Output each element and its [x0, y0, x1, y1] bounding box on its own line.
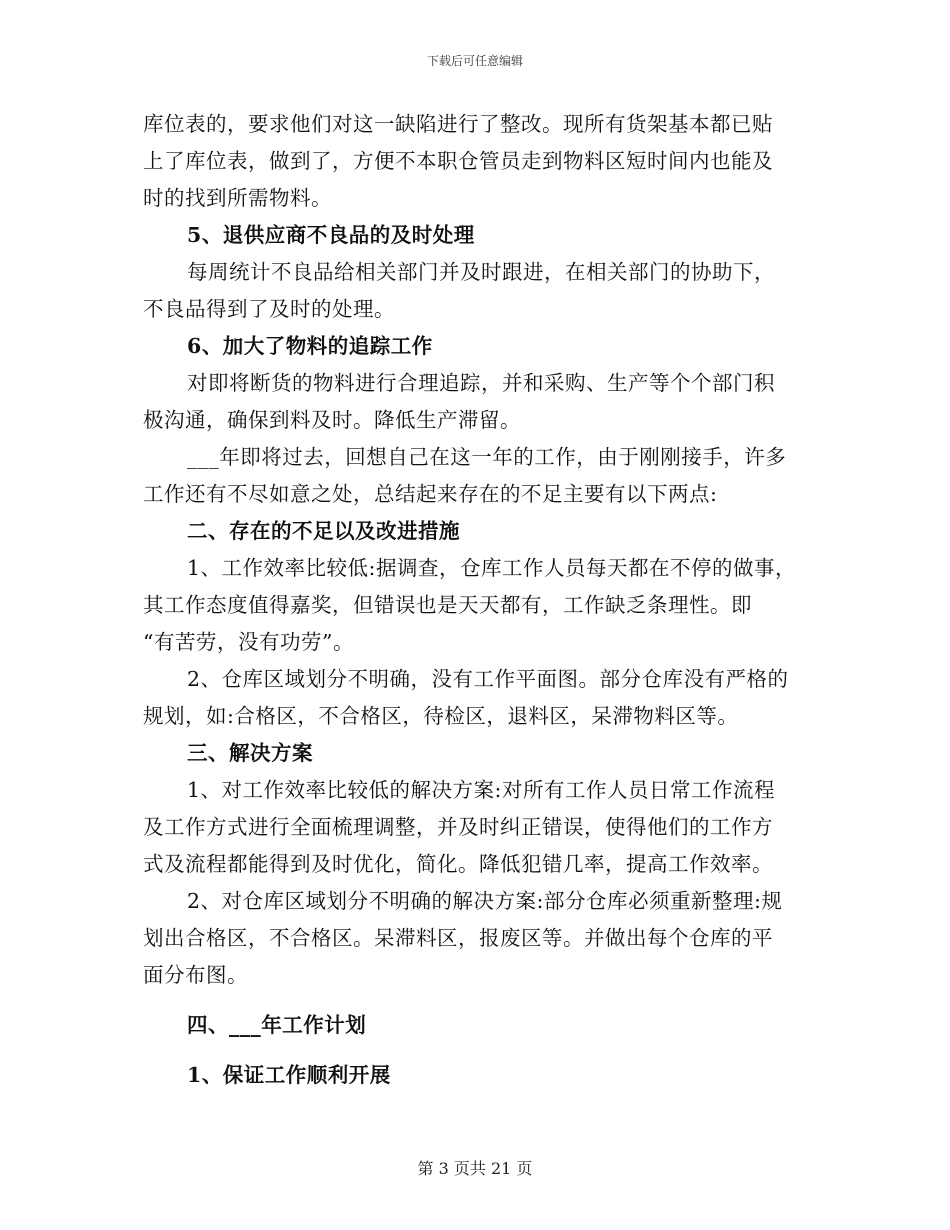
text-line: 不良品得到了及时的处理。: [143, 297, 395, 321]
text-line: “有苦劳，没有功劳”。: [143, 630, 354, 654]
text-line: 及工作方式进行全面梳理调整，并及时纠正错误，使得他们的工作方: [143, 815, 773, 839]
line-spacer: [143, 994, 808, 1007]
document-body: [143, 106, 808, 1094]
text-line: 其工作态度值得嘉奖，但错误也是天天都有，工作缺乏条理性。即: [143, 593, 752, 617]
section-heading: 1、保证工作顺利开展: [187, 1063, 391, 1087]
text-line: 规划，如:合格区，不合格区，待检区，退料区，呆滞物料区等。: [143, 704, 739, 728]
section-heading: 5、退供应商不良品的及时处理: [187, 223, 475, 247]
text-line: 1、对工作效率比较低的解决方案:对所有工作人员日常工作流程: [187, 778, 775, 802]
section-heading: 四、___年工作计划: [187, 1013, 367, 1037]
line-spacer: [143, 1044, 808, 1057]
text-line: 库位表的，要求他们对这一缺陷进行了整改。现所有货架基本都已贴: [143, 112, 773, 136]
text-line: 时的找到所需物料。: [143, 186, 332, 210]
text-line: 划出合格区，不合格区。呆滞料区，报废区等。并做出每个仓库的平: [143, 926, 773, 950]
section-heading: 二、存在的不足以及改进措施: [187, 519, 460, 543]
text-line: 每周统计不良品给相关部门并及时跟进，在相关部门的协助下，: [187, 260, 775, 284]
section-heading: 6、加大了物料的追踪工作: [187, 334, 433, 358]
text-line: 极沟通，确保到料及时。降低生产滞留。: [143, 408, 521, 432]
section-heading: 三、解决方案: [187, 741, 313, 765]
text-line: 对即将断货的物料进行合理追踪，并和采购、生产等个个部门积: [187, 371, 775, 395]
text-line: 1、工作效率比较低:据调查，仓库工作人员每天都在不停的做事，: [187, 556, 796, 580]
text-line: 式及流程都能得到及时优化，简化。降低犯错几率，提高工作效率。: [143, 852, 773, 876]
text-line: ___年即将过去，回想自己在这一年的工作，由于刚刚接手，许多: [187, 445, 787, 469]
text-line: 工作还有不尽如意之处，总结起来存在的不足主要有以下两点:: [143, 482, 718, 506]
text-line: 2、对仓库区域划分不明确的解决方案:部分仓库必须重新整理:规: [187, 889, 783, 913]
text-line: 2、仓库区域划分不明确，没有工作平面图。部分仓库没有严格的: [187, 667, 789, 691]
text-line: 上了库位表，做到了，方便不本职仓管员走到物料区短时间内也能及: [143, 149, 773, 173]
text-line: 面分布图。: [143, 963, 248, 987]
page-header: 下载后可任意编辑: [426, 54, 523, 68]
page-footer: 第 3 页共 21 页: [417, 1159, 533, 1178]
